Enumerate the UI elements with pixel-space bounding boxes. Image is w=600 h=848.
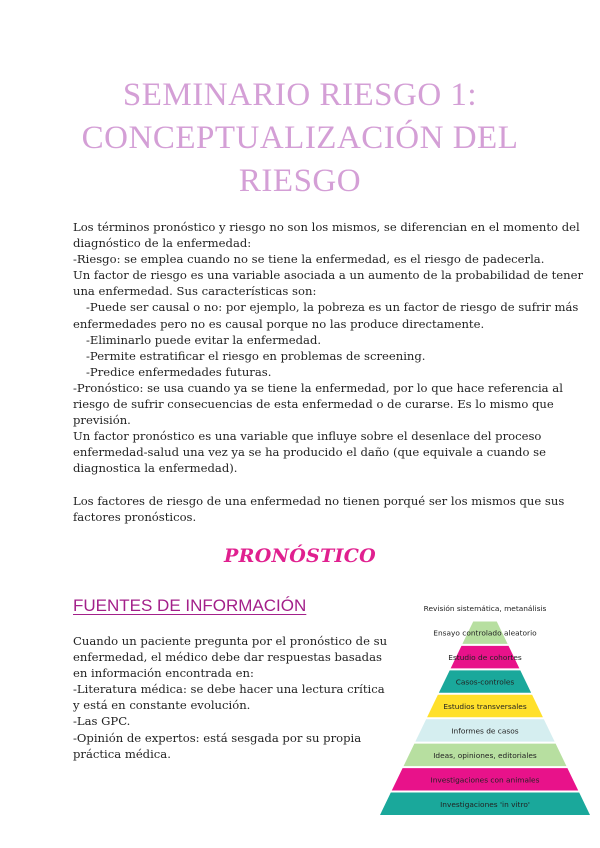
body-line: -Permite estratificar el riesgo en problemas de screening. xyxy=(86,348,426,363)
body-line: -Puede ser causal o no: por ejemplo, la pobreza es un factor de riesgo de sufrir más xyxy=(86,300,579,315)
body-line: diagnostica la enfermedad). xyxy=(73,461,238,476)
section-title-pronostico: PRONÓSTICO xyxy=(224,545,376,567)
fuentes-line: -Las GPC. xyxy=(73,714,131,729)
evidence-pyramid xyxy=(380,597,590,815)
body-line: -Eliminarlo puede evitar la enfermedad. xyxy=(86,332,322,347)
pyramid-level-label: Investigaciones con animales xyxy=(430,775,540,785)
title-line-1: SEMINARIO RIESGO 1: xyxy=(122,77,478,113)
fuentes-text xyxy=(73,633,388,762)
fuentes-line: enfermedad, el médico debe dar respuestas basadas xyxy=(73,650,382,665)
body-line: enfermedades pero no es causal porque no las produce directamente. xyxy=(73,316,485,331)
body-line: -Pronóstico: se usa cuando ya se tiene la enfermedad, por lo que hace referencia al xyxy=(73,380,563,395)
fuentes-line: Cuando un paciente pregunta por el pronóstico de su xyxy=(73,634,388,648)
body-line xyxy=(73,477,543,493)
body-line: enfermedad-salud una vez ya se ha producido el daño (que equivale a cuando se xyxy=(73,445,546,460)
pyramid-level-label: Informes de casos xyxy=(451,726,519,736)
body-line: -Predice enfermedades futuras. xyxy=(86,364,272,379)
fuentes-line: -Literatura médica: se debe hacer una lectura crítica xyxy=(73,682,385,697)
body-line: Los factores de riesgo de una enfermedad no tienen porqué ser los mismos que sus xyxy=(73,493,565,508)
subsection-title-fuentes: FUENTES DE INFORMACIÓN xyxy=(73,596,307,615)
body-line: previsión. xyxy=(73,413,131,428)
pyramid-level-label: Estudios transversales xyxy=(443,702,527,711)
evidence-pyramid-graphic xyxy=(380,597,590,815)
body-line: diagnóstico de la enfermedad: xyxy=(73,236,252,251)
body-line: -Riesgo: se emplea cuando no se tiene la enfermedad, es el riesgo de padecerla. xyxy=(73,252,545,267)
fuentes-line: práctica médica. xyxy=(73,746,171,761)
body-line: factores pronósticos. xyxy=(73,509,197,524)
fuentes-line: y está en constante evolución. xyxy=(73,698,251,713)
title-line-2: CONCEPTUALIZACIÓN DEL xyxy=(81,120,519,156)
title-line-3: RIESGO xyxy=(238,163,362,199)
body-line: Un factor pronóstico es una variable que influye sobre el desenlace del proceso xyxy=(73,429,542,444)
intro-text xyxy=(73,219,584,525)
fuentes-line: en información encontrada en: xyxy=(73,666,254,681)
pyramid-level-label: Ensayo controlado aleatorio xyxy=(433,628,537,638)
pyramid-level-label: Ideas, opiniones, editoriales xyxy=(433,750,537,760)
body-line: riesgo de sufrir consecuencias de esta enfermedad o de curarse. Es lo mismo que xyxy=(73,397,554,412)
pyramid-level-label: Estudio de cohortes xyxy=(448,653,522,663)
body-line: Un factor de riesgo es una variable asociada a un aumento de la probabilidad de tener xyxy=(73,268,584,283)
body-line: una enfermedad. Sus características son: xyxy=(73,284,317,299)
body-line: Los términos pronóstico y riesgo no son los mismos, se diferencian en el momento del xyxy=(73,220,580,234)
document-title xyxy=(0,74,600,203)
pyramid-level-label: Casos-controles xyxy=(455,677,515,687)
pyramid-level-label: Investigaciones 'in vitro' xyxy=(440,799,530,809)
fuentes-line: -Opinión de expertos: está sesgada por su propia xyxy=(73,730,362,745)
pyramid-level-label: Revisión sistemática, metanálisis xyxy=(423,604,547,614)
